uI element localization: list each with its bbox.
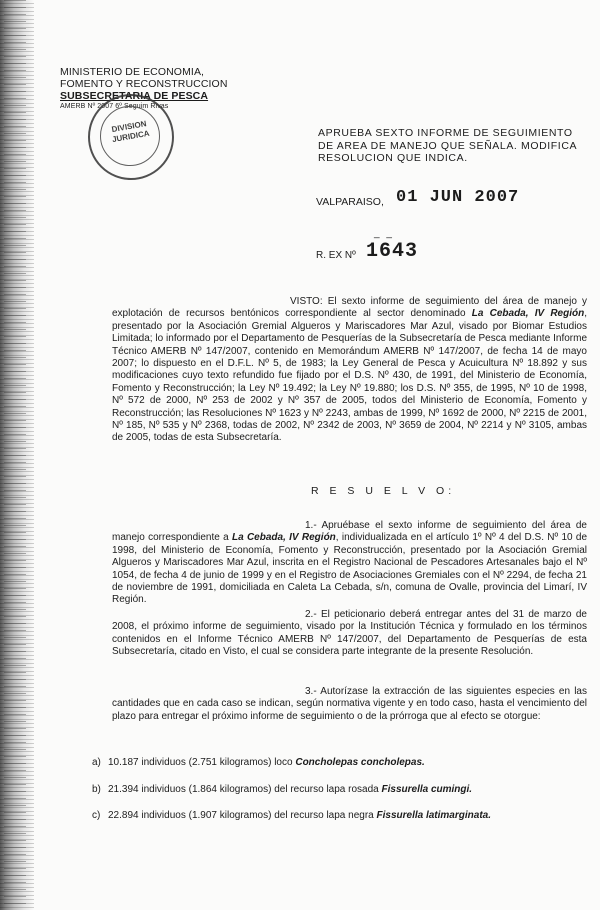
seal-text: DIVISION JURIDICA <box>110 119 151 145</box>
visto-rest: , presentado por la Asociación Gremial Algueros y Mariscadores Mar Azul, visado por Biomar Estudios Limitada; lo informado por el Departamento de Pesquerías de la Subsecretaría de Pesca mediante Informe Técnico AMERB Nº 147/2007, contenido en Memorándum AMERB Nº 147/2007, de fecha 14 de mayo 2007; lo dispuesto en el D.F.L. Nº 5, de 1983; la Ley General de Pesca y Acuicultura Nº 18.892 y sus modificaciones cuyo texto refundido fue fijado por el D.S. Nº 430, de 1991, del Ministerio de Economía, Fomento y Reconstrucción; la Ley Nº 19.492; la Ley Nº 19.880; los D.S. Nº 355, de 1995, Nº 10 de 1998, Nº 572 de 2000, Nº 253 de 2002 y Nº 357 de 2005, todos del Ministerio de Economía, Fomento y Reconstrucción; las Resoluciones Nº 1623 y Nº 2243, ambas de 1999, Nº 1692 de 2000, Nº 2215 de 2001, Nº 185, Nº 535 y Nº 2368, todas de 2002, Nº 2342 de 2003, Nº 3659 de 2004, Nº 2214 y Nº 3105, ambas de 2005, todas de esta Subsecretaría. <box>112 308 588 444</box>
list-item-text: 21.394 individuos (1.864 kilogramos) del recurso lapa rosada <box>108 784 382 795</box>
article-1 <box>112 520 587 607</box>
article-1-sector: La Cebada, IV Región <box>231 532 336 544</box>
list-item <box>92 784 587 795</box>
list-item-species: Concholepas concholepas. <box>295 757 425 768</box>
article-3: 3.- Autorízase la extracción de las siguientes especies en las cantidades que en cada caso se indican, según normativa vigente y en todo caso, hasta el vencimiento del plazo para entregar el próximo informe de seguimiento o de la prórroga que al efecto se otorgue: <box>112 686 587 722</box>
document-title: APRUEBA SEXTO INFORME DE SEGUIMIENTO DE AREA DE MANEJO QUE SEÑALA. MODIFICA RESOLUCION QUE INDICA. <box>318 127 577 164</box>
letterhead-subsecretaria: SUBSECRETARIA DE PESCA <box>60 90 209 102</box>
visto-paragraph <box>112 296 587 445</box>
list-item-letter: b) <box>92 784 101 795</box>
letterhead-ministry-2: FOMENTO Y RECONSTRUCCION <box>60 78 228 90</box>
date-city: VALPARAISO, <box>316 196 384 208</box>
list-item-text: 10.187 individuos (2.751 kilogramos) loco <box>108 757 296 768</box>
date-stamp: 01 JUN 2007 <box>396 188 520 207</box>
list-item-letter: c) <box>92 810 101 821</box>
letterhead-ministry: MINISTERIO DE ECONOMIA, <box>60 66 205 78</box>
article-1-rest: , individualizada en el artículo 1º Nº 4 del D.S. Nº 10 de 1998, del Ministerio de Economía, Fomento y Reconstrucción, presentado por la Asociación Gremial Algueros y Mariscadores Mar Azul, inscrita en el Registro Nacional de Pescadores Artesanales bajo el Nº 1054, de fecha 4 de junio de 1999 y en el Registro de Asociaciones Gremiales con el Nº 2294, de fecha 21 de noviembre de 1991, domiciliada en Caleta La Cebada, s/n, comuna de Ovalle, provincia del Limarí, IV Región. <box>112 532 588 606</box>
resolution-label: R. EX Nº <box>316 250 356 261</box>
list-item-letter: a) <box>92 757 101 768</box>
resolution-number: 1643 <box>366 240 419 263</box>
letterhead-reference: AMERB Nº 2007 6º Seguim Rivas <box>60 103 169 110</box>
resolution-dash: _ _ <box>374 228 394 239</box>
list-item <box>92 757 587 768</box>
list-item <box>92 810 587 821</box>
list-item-species: Fissurella latimarginata. <box>376 810 491 821</box>
seal-stamp <box>88 94 174 180</box>
visto-sector: La Cebada, IV Región <box>471 308 585 320</box>
article-2: 2.- El peticionario deberá entregar antes del 31 de marzo de 2008, el próximo informe de seguimiento, visado por la Institución Técnica y formulado en los términos contenidos en el Informe Técnico AMERB Nº 147/2007, del Departamento de Pesquerías de esta Subsecretaría, citado en Visto, el cual se considera parte integrante de la presente Resolución. <box>112 609 587 658</box>
list-item-text: 22.894 individuos (1.907 kilogramos) del recurso lapa negra <box>108 810 377 821</box>
article-1-lead: 1.- Apruébase el sexto informe de seguimiento del área de manejo correspondiente a <box>112 520 587 544</box>
visto-lead: VISTO: El sexto informe de seguimiento del área de manejo y explotación de recursos bentónicos correspondiente al sector denominado <box>112 296 587 320</box>
resuelvo-heading: R E S U E L V O: <box>311 485 456 497</box>
list-item-species: Fissurella cumingi. <box>381 784 473 795</box>
scan-binding-marks <box>4 0 26 910</box>
